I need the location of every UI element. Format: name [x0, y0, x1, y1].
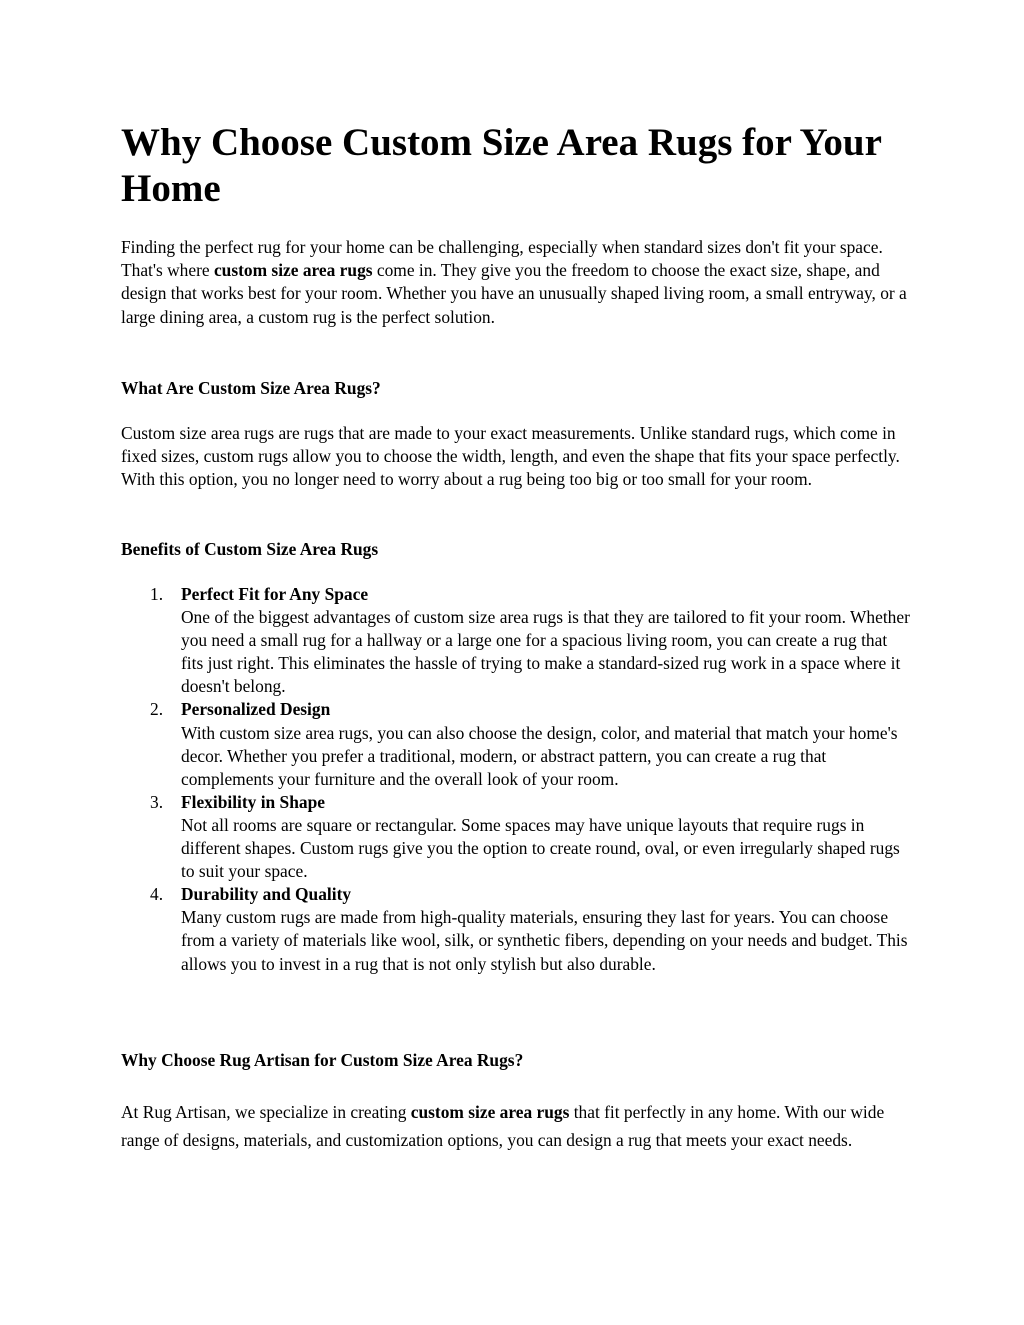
page-title: Why Choose Custom Size Area Rugs for Your Home: [121, 121, 882, 210]
rug-artisan-text-before: At Rug Artisan, we specialize in creating: [121, 1102, 411, 1122]
benefit-number: 4.: [150, 884, 164, 905]
benefit-title: Personalized Design: [181, 699, 331, 720]
rug-artisan-bold-keyword: custom size area rugs: [410, 1102, 570, 1122]
intro-text-before: Finding the perfect rug for your home can be challenging, especially when standard sizes don't fit your space. That's where: [121, 237, 883, 281]
rug-artisan-text-after: that fit perfectly in any home. With our wide range of designs, materials, and customization options, you can design a rug that meets your exact needs.: [121, 1102, 885, 1150]
benefit-item: [121, 883, 911, 975]
benefit-number: 2.: [150, 699, 164, 720]
benefit-body: With custom size area rugs, you can also choose the design, color, and material that match your home's decor. Whether you prefer a traditional, modern, or abstract pattern, you can create a rug that complements your furniture and the overall look of your room.: [181, 722, 898, 789]
benefit-item: [121, 583, 911, 698]
benefit-title: Durability and Quality: [181, 884, 352, 905]
benefit-body: Not all rooms are square or rectangular. Some spaces may have unique layouts that require rugs in different shapes. Custom rugs give you the option to create round, oval, or even irregularly shaped rugs to suit your space.: [181, 814, 900, 882]
section-heading-what-are: What Are Custom Size Area Rugs?: [121, 378, 381, 398]
benefits-list: [121, 583, 911, 976]
intro-paragraph: [121, 236, 911, 329]
benefit-number: 3.: [150, 791, 164, 812]
intro-text-after: come in. They give you the freedom to choose the exact size, shape, and design that works best for your room. Whether you have an unusually shaped living room, a small entryway, or a large dining area, a custom rug is the perfect solution.: [121, 260, 907, 327]
benefit-title: Flexibility in Shape: [181, 791, 325, 812]
benefit-title: Perfect Fit for Any Space: [181, 584, 369, 604]
benefit-item: [121, 698, 911, 790]
benefit-body: Many custom rugs are made from high-quality materials, ensuring they last for years. You can choose from a variety of materials like wool, silk, or synthetic fibers, depending on your needs and budget. This allows you to invest in a rug that is not only stylish but also durable.: [181, 907, 908, 974]
benefit-body: One of the biggest advantages of custom size area rugs is that they are tailored to fit your room. Whether you need a small rug for a hallway or a large one for a spacious living room, you can create a rug that fits just right. This eliminates the hassle of trying to make a standard-sized rug work in a space where it doesn't belong.: [181, 607, 910, 697]
benefit-item: [121, 791, 911, 883]
section-heading-benefits: Benefits of Custom Size Area Rugs: [121, 539, 379, 559]
section-rug-artisan-body: [121, 1099, 911, 1154]
section-what-are-body: Custom size area rugs are rugs that are made to your exact measurements. Unlike standard rugs, which come in fixed sizes, custom rugs allow you to choose the width, length, and even the shape that fits your space perfectly. With this option, you no longer need to worry about a rug being too big or too small for your room.: [121, 423, 900, 490]
intro-bold-keyword: custom size area rugs: [213, 260, 373, 281]
section-heading-why-rug-artisan: Why Choose Rug Artisan for Custom Size Area Rugs?: [121, 1050, 524, 1070]
benefit-number: 1.: [150, 584, 164, 604]
